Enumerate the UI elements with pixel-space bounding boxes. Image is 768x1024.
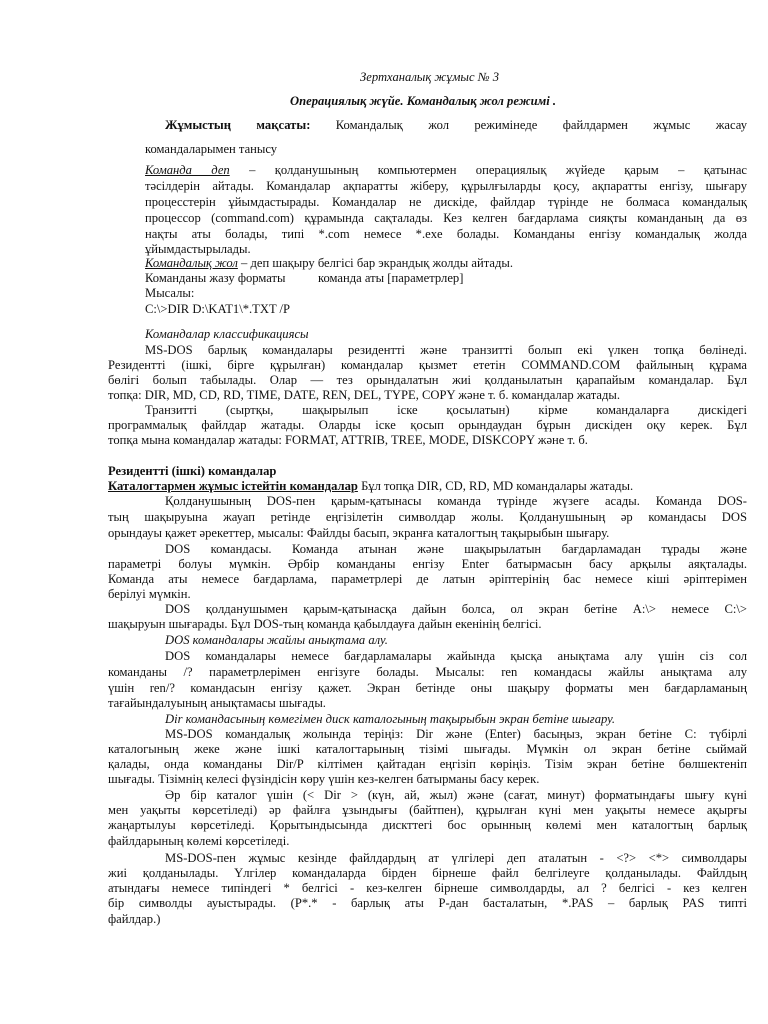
- classification-p2-line-1: Транзитті (сыртқы, шақырылып іске қосылатын) кірме командаларға дискідегі: [145, 403, 747, 417]
- classification-p2-line-3: топқа мына командалар жатады: FORMAT, ATTRIB, TREE, MODE, DISKCOPY және т. б.: [108, 433, 588, 447]
- dir-p3-line-3: атындағы немесе типіндегі * белгісі - кез-келген бірнеше символдарды, ал ? белгісі - кез келген: [108, 881, 747, 895]
- dir-p3-line-4: бір символды ауыстырады. (Р*.* - барлық аты Р-дан басталатын, *.PAS – барлық PAS типті: [108, 896, 747, 910]
- command-def-line-2: тәсілдерін айтады. Командалар ақпаратты жіберу, құрылғыларды қосу, ақпаратты енгізу, шығару: [145, 179, 747, 193]
- resident-p2-line-2: параметрі болуы мүмкін. Әрбір команданы енгізу Enter батырмасын басу арқылы аяқталады.: [108, 557, 747, 571]
- help-heading: DOS командалары жайлы анықтама алу.: [165, 633, 388, 647]
- dir-p1-line-4: шығады. Тізімнің келесі фүзіндісін көру үшін кез-келген батырманы басу керек.: [108, 772, 540, 786]
- help-line-4: тағайындалуының анықтамасы шығады.: [108, 696, 326, 710]
- command-def-line-3: процесстерін ұйымдастырады. Командалар не дискіде, файлдар түрінде не болмаса командалық: [145, 195, 747, 209]
- catalog-text: Бұл топқа DIR, CD, RD, MD командалары жатады.: [357, 479, 634, 493]
- resident-p1-line-3: орындауы қажет әрекеттер, мысалы: Файлды басып, экранға каталогтың тақырыбын шығару.: [108, 526, 610, 540]
- classification-heading: Командалар классификациясы: [145, 327, 309, 341]
- resident-heading: Резидентті (ішкі) командалар: [108, 464, 277, 478]
- dir-p3-line-1: MS-DOS-пен жұмыс кезінде файлдардың ат үлгілері деп аталатын - <?> <*> символдары: [165, 851, 747, 865]
- resident-p2-line-1: DOS командасы. Команда атынан және шақырылатын бағдарламадан тұрады және: [165, 542, 747, 556]
- help-line-1: DOS командалары немесе бағдарламалары жайында қысқа анықтама алу үшін сіз сол: [165, 649, 747, 663]
- command-def-line-4: процессор (command.com) құрамында сақталады. Кез келген бағдарлама сияқты команданың да өз: [145, 211, 747, 225]
- dir-heading: Dir командасының көмегімен диск каталогының тақырыбын экран бетіне шығару.: [165, 712, 616, 726]
- command-def-line-6: ұйымдастырылады.: [145, 242, 251, 256]
- command-def-text-1: – қолданушының компьютермен операциялық жүйеде қарым – қатынас: [229, 163, 747, 177]
- dir-p2-line-4: файлдарының көлемі көрсетіледі.: [108, 834, 290, 848]
- dir-p2-line-1: Әр бір каталог үшін (< Dir > (күн, ай, жыл) және (сағат, минут) форматындағы шығу күні: [165, 788, 747, 802]
- resident-p3-line-1: DOS қолданушымен қарым-қатынасқа дайын болса, ол экран бетіне A:\> немесе C:\>: [165, 602, 747, 616]
- command-line-term: Командалық жол: [145, 256, 238, 270]
- dir-p2-line-2: мен уақыты көрсетіледі) әр файлға ұзындығы (байтпен), құрылған күні мен уақыты немесе ақырғы: [108, 803, 747, 817]
- resident-p3-line-2: шақыруын шығарады. Бұл DOS-тың команда қабылдауға дайын екенінің белгісі.: [108, 617, 542, 631]
- dir-p2-line-3: жаңартылуы көрсетіледі. Қорытындысында дискттегі бос орынның көлемі мен каталогтың барлық: [108, 818, 747, 832]
- dir-p3-line-5: файлдар.): [108, 912, 161, 926]
- dir-p1-line-1: MS-DOS командалық жолында теріңіз: Dir және (Enter) басыңыз, экран бетіне С: түбірлі: [165, 727, 747, 741]
- dir-p3-line-2: жиі қолданылады. Үлгілер командаларда бірден бірнеше файл белгілеуге қолданылады. Файлдың: [108, 866, 747, 880]
- classification-p2-line-2: программалық файлдар жатады. Оларды іске қосып орындаудан бұрын дискіден оқу керек. Бұл: [108, 418, 747, 432]
- command-line-def: [145, 256, 513, 271]
- dir-p1-line-3: қалады, онда команданы Dir/P кілтімен қайтадан еңгізіп көріңіз. Тізім экран бетіне бөлшектеніп: [108, 757, 747, 771]
- goal-line: [165, 118, 747, 134]
- resident-p2-line-3: Команда аты немесе бағдарлама, параметрлері де латын әріптерінің бас немесе кіші әріптерімен: [108, 572, 747, 586]
- resident-p1-line-1: Қолданушының DOS-пен қарым-қатынасы команда түрінде жүзеге асады. Команда DOS-: [165, 494, 747, 508]
- lab-title: Зертханалық жұмыс № 3: [360, 70, 500, 84]
- classification-p1-line-2: Резидентті (ішкі, бірге құрылған) командалар қызмет ететін COMMAND.COM файлының құрама: [108, 358, 747, 372]
- classification-p1-line-4: топқа: DIR, MD, CD, RD, TIME, DATE, REN, DEL, TYPE, COPY және т. б. командалар жатады.: [108, 388, 621, 402]
- goal-label: Жұмыстың мақсаты:: [165, 118, 311, 132]
- catalog-line: [108, 479, 633, 494]
- catalog-label: Каталогтармен жұмыс істейтін командалар: [108, 479, 358, 493]
- example-value: C:\>DIR D:\KAT1\*.TXT /P: [145, 302, 291, 316]
- classification-p1-line-1: MS-DOS барлық командалары резидентті және транзитті болып екі үлкен топқа бөлінеді.: [145, 343, 747, 357]
- resident-p1-line-2: тың шақыруына жауап ретінде еңгізілетін символдар жолы. Қолданушының әр командасы DOS: [108, 510, 747, 524]
- command-line-text: – деп шақыру белгісі бар экрандық жолды айтады.: [237, 256, 513, 270]
- command-def-line-1: [145, 163, 747, 179]
- format-label: Команданы жазу форматы: [145, 271, 286, 285]
- command-def-line-5: нақты аты болады, типі *.com немесе *.exe болады. Команданы енгізу командалық жолда: [145, 227, 747, 241]
- format-value: команда аты [параметрлер]: [318, 271, 464, 285]
- classification-p1-line-3: бөлігі болып табылады. Олар — тез орындалатын жиі қолданылатын қарапайым командалар. Бұл: [108, 373, 747, 387]
- goal-text: Командалық жол режимінеде файлдармен жұмыс жасау: [310, 118, 747, 132]
- help-line-2: команданы /? параметрлерімен енгізуге болады. Мысалы: ren командасы жайлы анықтама алу: [108, 665, 747, 679]
- dir-p1-line-2: каталогының жеке және ішкі каталогтарының тізімі шығады. Мүмкін ол экран бетіне сыймай: [108, 742, 747, 756]
- topic-title: Операциялық жүйе. Командалық жол режимі .: [290, 94, 557, 108]
- help-line-3: үшін ren/? командасын енгізу қажет. Экран бетінде оны шақыру форматы мен бағдарламаның: [108, 681, 747, 695]
- example-label: Мысалы:: [145, 286, 195, 300]
- goal-continuation: командаларымен танысу: [145, 142, 278, 156]
- command-def-term: Команда деп: [145, 163, 230, 177]
- resident-p2-line-4: берілуі мүмкін.: [108, 587, 191, 601]
